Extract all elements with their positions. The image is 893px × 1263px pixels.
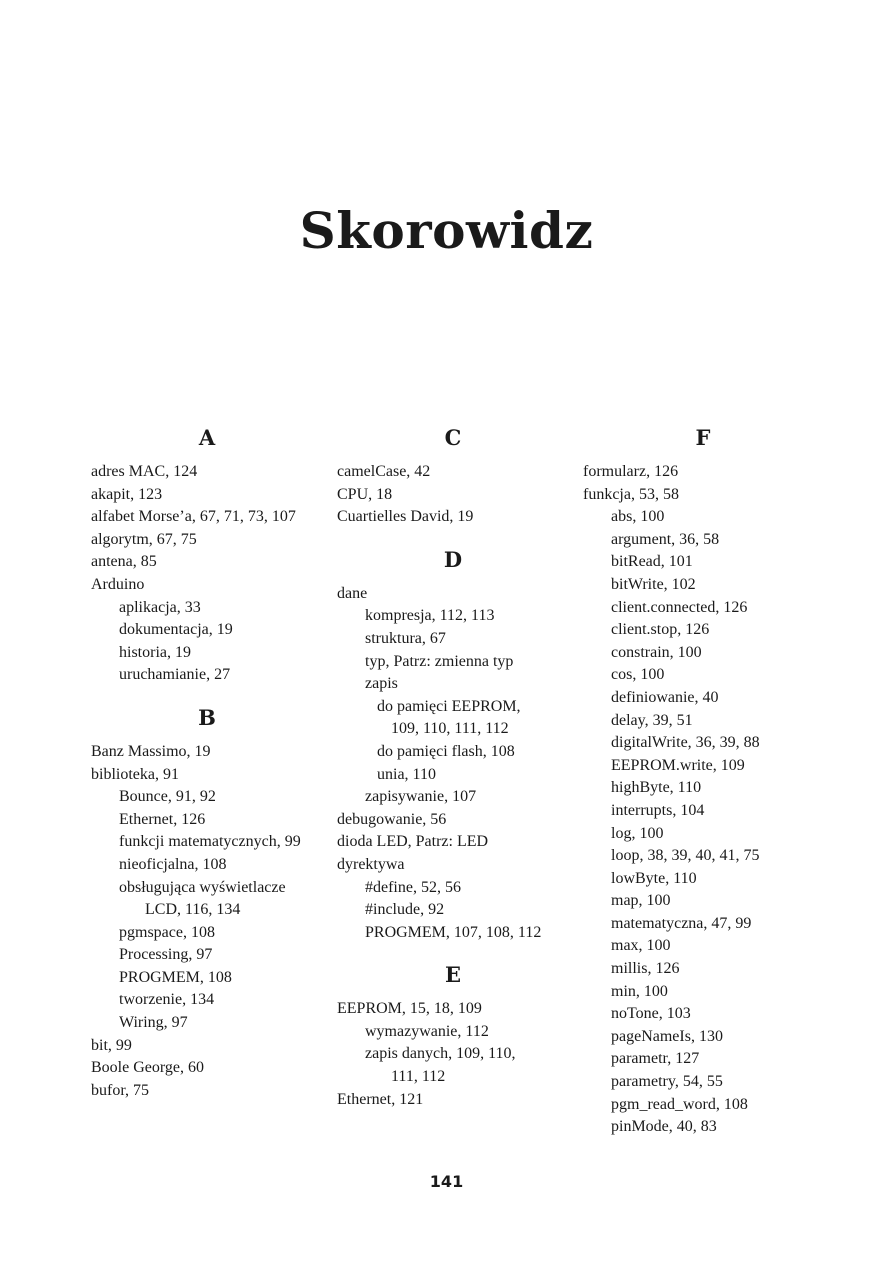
index-subentry: max, 100 bbox=[611, 937, 671, 955]
index-entry: Boole George, 60 bbox=[91, 1059, 205, 1077]
index-subentry: bitWrite, 102 bbox=[611, 575, 696, 593]
section-letter: B bbox=[198, 704, 216, 730]
index-subentry: typ, Patrz: zmienna typ bbox=[365, 652, 514, 670]
index-entry: CPU, 18 bbox=[337, 485, 393, 503]
index-subentry: Ethernet, 126 bbox=[119, 810, 206, 828]
index-subentry: #include, 92 bbox=[365, 901, 445, 919]
index-entry: Banz Massimo, 19 bbox=[91, 742, 211, 760]
index-subentry: cos, 100 bbox=[611, 666, 665, 684]
page-number: 141 bbox=[429, 1172, 464, 1191]
index-section bbox=[337, 545, 569, 945]
index-entry: Ethernet, 121 bbox=[337, 1090, 424, 1108]
index-subentry: matematyczna, 47, 99 bbox=[611, 914, 752, 932]
index-entry: dioda LED, Patrz: LED bbox=[337, 833, 489, 851]
index-subentry: do pamięci flash, 108 bbox=[377, 742, 515, 760]
index-subentry: abs, 100 bbox=[611, 508, 665, 526]
index-column-1 bbox=[91, 423, 323, 1102]
index-entry: camelCase, 42 bbox=[337, 463, 431, 480]
index-subentry: Wiring, 97 bbox=[119, 1014, 188, 1032]
index-subentry: map, 100 bbox=[611, 892, 671, 910]
section-letter: D bbox=[443, 546, 463, 572]
index-entry: akapit, 123 bbox=[91, 485, 163, 503]
index-subentry: delay, 39, 51 bbox=[611, 711, 693, 729]
index-subentry: zapis danych, 109, 110, bbox=[365, 1045, 516, 1063]
index-subentry: loop, 38, 39, 40, 41, 75 bbox=[611, 847, 760, 865]
index-subentry: noTone, 103 bbox=[611, 1005, 691, 1023]
index-subentry: dokumentacja, 19 bbox=[119, 621, 233, 639]
index-subentry: digitalWrite, 36, 39, 88 bbox=[611, 734, 760, 752]
index-entry: formularz, 126 bbox=[583, 463, 679, 480]
section-letter: E bbox=[444, 962, 461, 988]
index-subentry: Bounce, 91, 92 bbox=[119, 788, 216, 806]
index-subentry: PROGMEM, 108 bbox=[119, 968, 232, 986]
index-subentry: nieoficjalna, 108 bbox=[119, 855, 227, 873]
index-subentry: argument, 36, 58 bbox=[611, 530, 720, 548]
index-subentry: obsługująca wyświetlacze bbox=[119, 878, 286, 896]
index-entry: Arduino bbox=[91, 575, 145, 593]
index-entry: Cuartielles David, 19 bbox=[337, 508, 474, 526]
index-subentry: millis, 126 bbox=[611, 960, 680, 978]
index-column-2 bbox=[337, 423, 569, 1111]
section-letter: F bbox=[695, 425, 711, 450]
index-subentry: wymazywanie, 112 bbox=[365, 1022, 489, 1040]
index-subentry: highByte, 110 bbox=[611, 779, 702, 797]
index-subentry: constrain, 100 bbox=[611, 643, 702, 661]
index-section bbox=[583, 423, 823, 1139]
index-subentry: 109, 110, 111, 112 bbox=[391, 720, 509, 738]
index-entry: dyrektywa bbox=[337, 855, 405, 873]
index-subentry: client.stop, 126 bbox=[611, 621, 710, 639]
index-subentry: interrupts, 104 bbox=[611, 801, 705, 819]
index-subentry: pinMode, 40, 83 bbox=[611, 1118, 717, 1136]
index-subentry: PROGMEM, 107, 108, 112 bbox=[365, 923, 542, 941]
index-subentry: parametry, 54, 55 bbox=[611, 1073, 723, 1091]
index-entry: alfabet Morse’a, 67, 71, 73, 107 bbox=[91, 508, 296, 526]
index-subentry: uruchamianie, 27 bbox=[119, 666, 231, 684]
index-subentry: Processing, 97 bbox=[119, 946, 213, 964]
index-subentry: zapisywanie, 107 bbox=[365, 788, 477, 806]
index-subentry: definiowanie, 40 bbox=[611, 688, 719, 706]
index-entry: bit, 99 bbox=[91, 1036, 132, 1054]
index-subentry: 111, 112 bbox=[391, 1068, 446, 1086]
index-entry: debugowanie, 56 bbox=[337, 810, 447, 828]
index-entry: adres MAC, 124 bbox=[91, 463, 198, 480]
index-subentry: bitRead, 101 bbox=[611, 553, 693, 571]
index-entry: biblioteka, 91 bbox=[91, 765, 179, 783]
index-subentry: tworzenie, 134 bbox=[119, 991, 215, 1009]
index-subentry: min, 100 bbox=[611, 982, 668, 1000]
index-subentry: pgm_read_word, 108 bbox=[611, 1095, 748, 1113]
index-subentry: unia, 110 bbox=[377, 765, 436, 783]
section-letter: A bbox=[198, 425, 216, 450]
index-entry: funkcja, 53, 58 bbox=[583, 485, 679, 503]
index-subentry: zapis bbox=[365, 675, 398, 693]
index-section bbox=[91, 703, 323, 1103]
index-section bbox=[337, 960, 569, 1111]
index-subentry: client.connected, 126 bbox=[611, 598, 748, 616]
index-subentry: pageNameIs, 130 bbox=[611, 1027, 723, 1045]
index-subentry: #define, 52, 56 bbox=[365, 878, 461, 896]
index-subentry: kompresja, 112, 113 bbox=[365, 607, 495, 625]
page-title: Skorowidz bbox=[299, 201, 594, 260]
index-subentry: EEPROM.write, 109 bbox=[611, 756, 745, 774]
index-entry: dane bbox=[337, 584, 368, 602]
index-subentry: lowByte, 110 bbox=[611, 869, 697, 887]
index-column-3 bbox=[583, 423, 823, 1139]
index-entry: antena, 85 bbox=[91, 553, 157, 571]
index-section bbox=[91, 423, 323, 687]
index-entry: algorytm, 67, 75 bbox=[91, 530, 197, 548]
index-subentry: struktura, 67 bbox=[365, 629, 446, 647]
index-entry: EEPROM, 15, 18, 109 bbox=[337, 1000, 482, 1018]
index-subentry: funkcji matematycznych, 99 bbox=[119, 833, 301, 851]
index-subentry: do pamięci EEPROM, bbox=[377, 697, 521, 715]
index-subentry: parametr, 127 bbox=[611, 1050, 700, 1068]
index-section bbox=[337, 423, 569, 529]
index-subentry: LCD, 116, 134 bbox=[145, 901, 241, 919]
index-subentry: pgmspace, 108 bbox=[119, 923, 215, 941]
section-letter: C bbox=[444, 425, 462, 450]
index-subentry: log, 100 bbox=[611, 824, 664, 842]
index-subentry: historia, 19 bbox=[119, 643, 191, 661]
index-entry: bufor, 75 bbox=[91, 1081, 150, 1099]
index-subentry: aplikacja, 33 bbox=[119, 598, 201, 616]
